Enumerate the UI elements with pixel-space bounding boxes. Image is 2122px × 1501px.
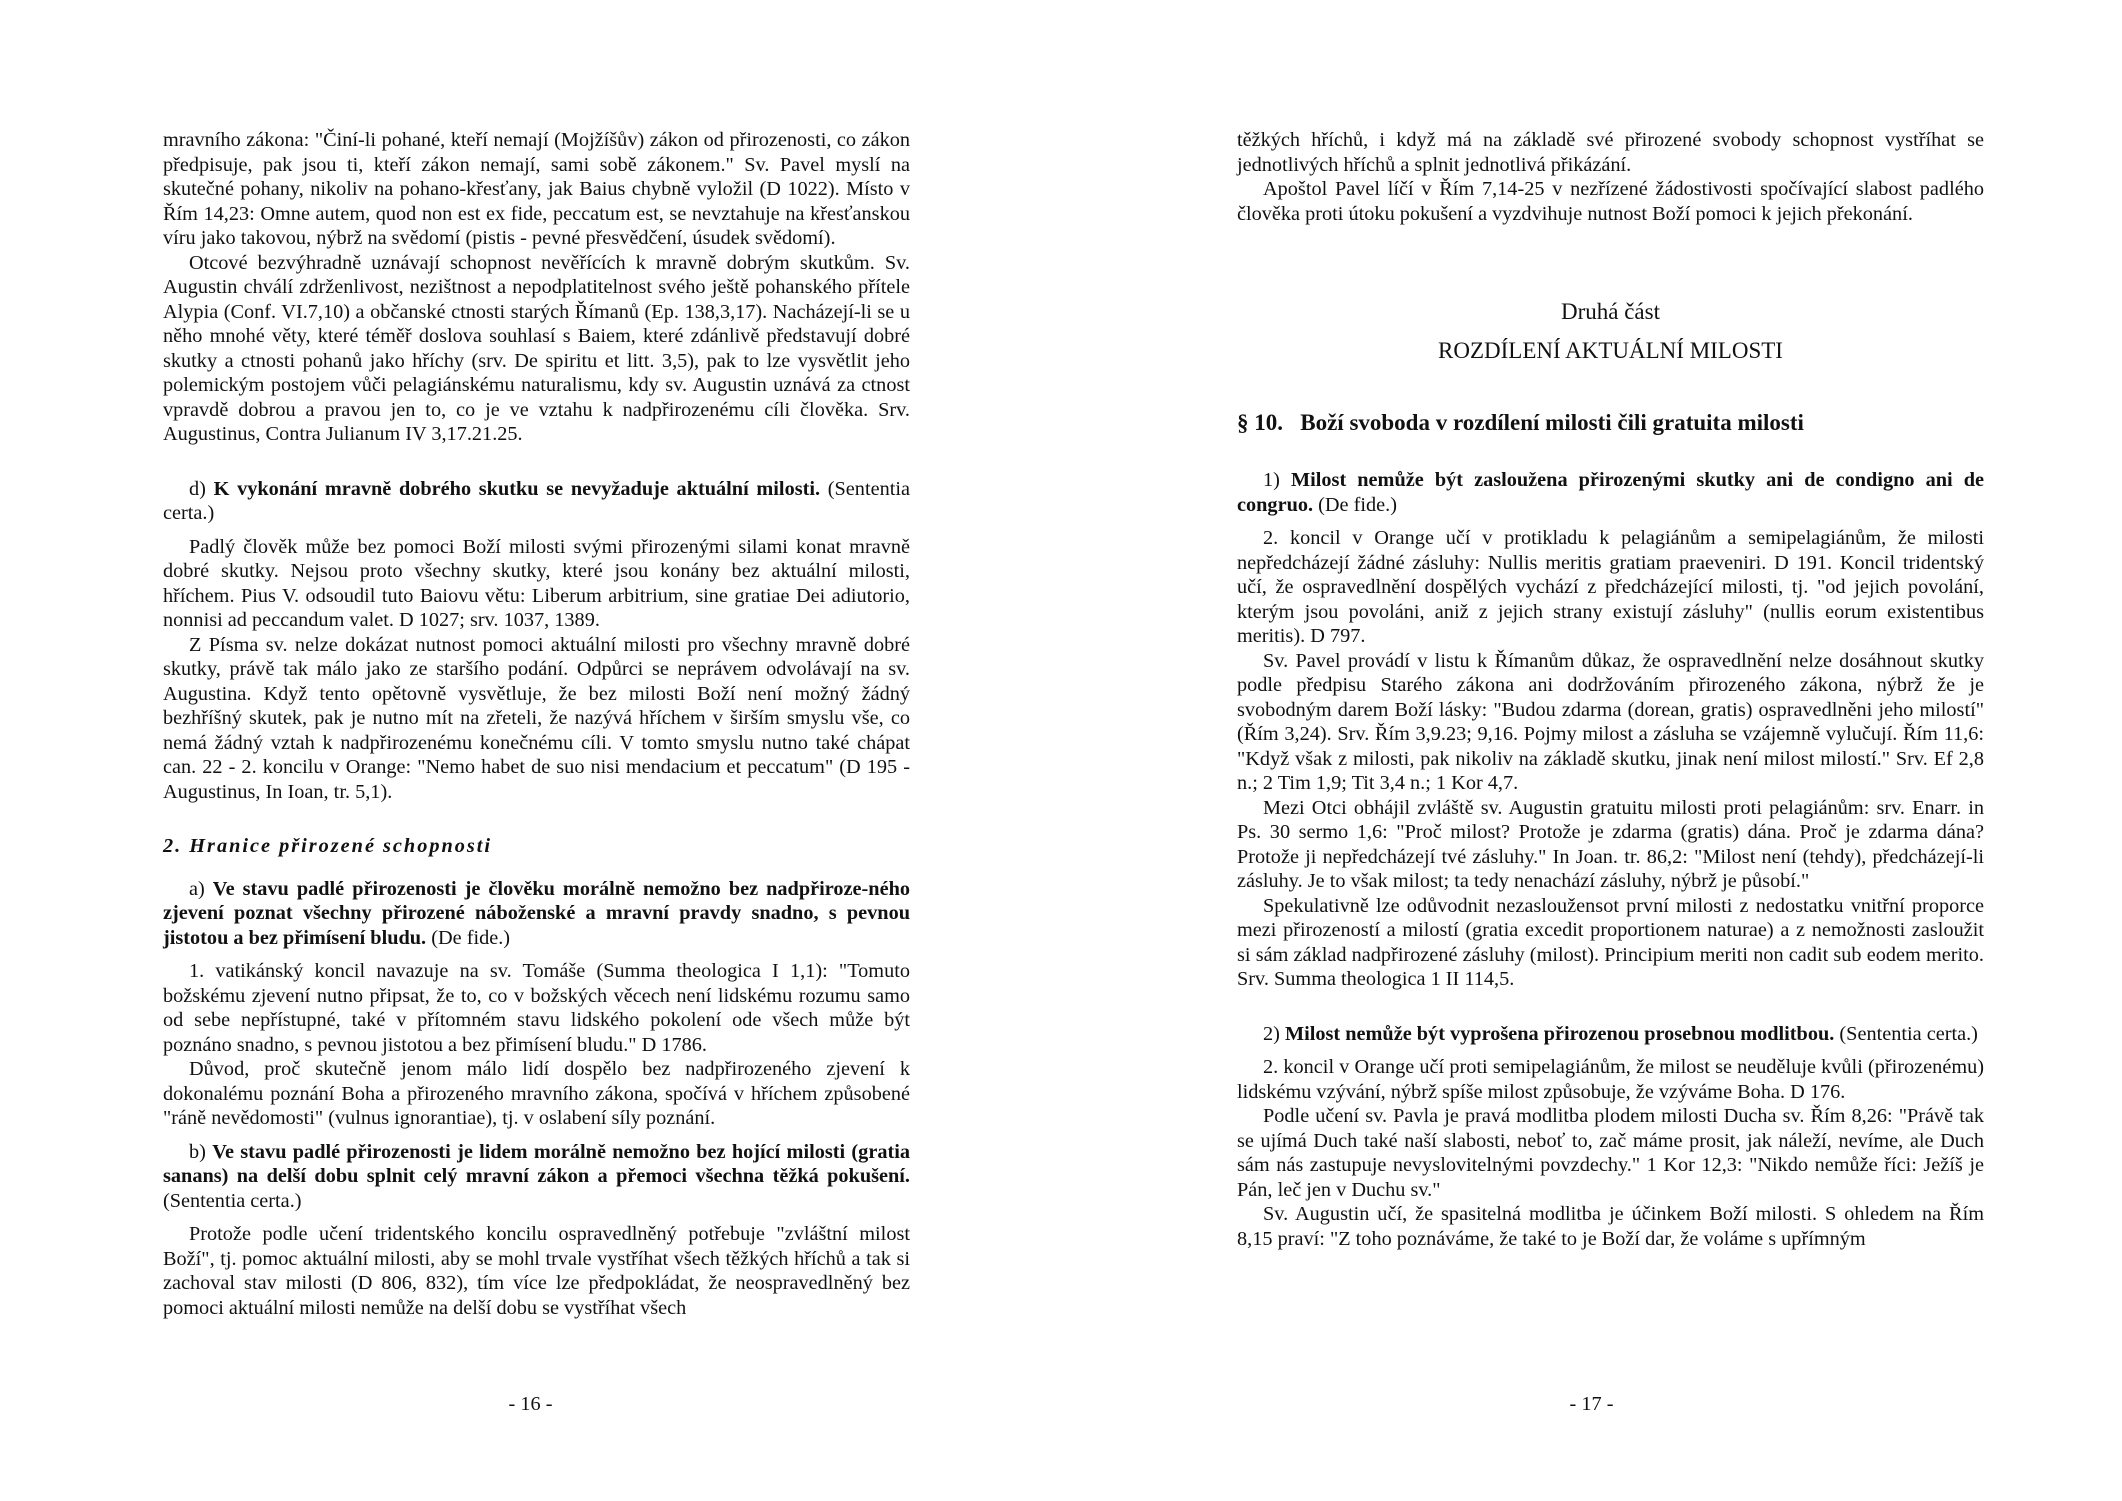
paragraph: Spekulativně lze odůvodnit nezasloužensot první milosti z nedostatku vnitřní proporce mezi přirozeností a milostí (gratia excedit proportionem naturae) a z nemožnosti zasloužit si sám základ nadpřirozené zásluhy (milost). Principium meriti non cadit sub eodem merito. Srv. Summa theologica 1 II 114,5. (1237, 894, 1984, 990)
paragraph: Sv. Pavel provádí v listu k Římanům důkaz, že ospravedlnění nelze dosáhnout skutky podle předpisu Starého zákona ani dodržováním přirozeného zákona, nýbrž že je svobodným darem Boží lásky: "Budou zdarma (dorean, gratis) ospravedlněni jeho milostí" (Řím 3,24). Srv. Řím 3,9.23; 9,16. Pojmy milost a zásluha se vzájemně vylučují. Řím 11,6: "Když však z milosti, pak nikoliv na základě skutku, jinak není milost milostí." Srv. Ef 2,8 n.; 2 Tim 1,9; Tit 3,4 n.; 1 Kor 4,7. (1237, 649, 1984, 794)
part-label: Druhá část (1561, 299, 1660, 324)
subsection-heading: 2. Hranice přirozené schopnosti (163, 835, 493, 857)
page-number: - 16 - (508, 1393, 553, 1415)
paragraph: Padlý člověk může bez pomoci Boží milosti svými přirozenými silami konat mravně dobré skutky. Nejsou proto všechny skutky, které jsou konány bez aktuální milosti, hříchem. Pius V. odsoudil tuto Baiovu větu: Liberum arbitrium, sine gratiae Dei adiutorio, nonnisi ad peccandum valet. D 1027; srv. 1037, 1389. (163, 535, 910, 631)
paragraph: Protože podle učení tridentského koncilu ospravedlněný potřebuje "zvláštní milost Boží", tj. pomoc aktuální milosti, aby se mohl trvale vystříhat všech těžkých hříchů a tak si zachoval stav milosti (D 806, 832), tím více lze předpokládat, že neospravedlněný bez pomoci aktuální milosti nemůže na delší dobu se vystříhat všech (163, 1223, 910, 1319)
paragraph: těžkých hříchů, i když má na základě své přirozené svobody schopnost vystříhat se jednotlivých hříchů a splnit jednotlivá přikázání. (1237, 129, 1984, 176)
paragraph: Sv. Augustin učí, že spasitelná modlitba je účinkem Boží milosti. S ohledem na Řím 8,15 praví: "Z toho poznáváme, že také to je Boží dar, že voláme s upřímným (1237, 1203, 1984, 1250)
section-number: § 10. (1237, 410, 1283, 435)
paragraph: Apoštol Pavel líčí v Řím 7,14-25 v nezřízené žádostivosti spočívající slabost padlého člověka proti útoku pokušení a vyzdvihuje nutnost Boží pomoci k jejich překonání. (1237, 178, 1984, 225)
thesis-label: 2) (1263, 1022, 1280, 1045)
thesis-note: (Sententia certa.) (163, 477, 910, 524)
page-number: - 17 - (1569, 1393, 1614, 1415)
thesis-label: a) (189, 877, 205, 900)
paragraph: Mezi Otci obhájil zvláště sv. Augustin gratuitu milosti proti pelagiánům: srv. Enarr. in Ps. 30 sermo 1,6: "Proč milost? Protože je zdarma (gratis) dána. Proč je zdarma dána? Protože ji nepředcházejí tvé zásluhy." In Joan. tr. 86,2: "Milost není (tehdy), předcházejí-li zásluhy. Je to však milost; ta tedy nenachází zásluhy, nýbrž je působí." (1237, 796, 1984, 892)
thesis-note: (Sententia certa.) (163, 1189, 302, 1212)
part-title: ROZDÍLENÍ AKTUÁLNÍ MILOSTI (1438, 338, 1783, 363)
left-text-column (163, 128, 910, 1320)
thesis-label: d) (189, 477, 206, 500)
page-right (1061, 0, 2122, 1501)
paragraph: 2. koncil v Orange učí proti semipelagiánům, že milost se neuděluje kvůli (přirozenému) lidskému vzývání, nýbrž spíše milost způsobuje, že vzýváme Boha. D 176. (1237, 1056, 1984, 1103)
thesis-statement: Milost nemůže být zasloužena přirozenými skutky ani de condigno ani de congruo. (1237, 469, 1985, 516)
thesis-statement: K vykonání mravně dobrého skutku se nevyžaduje aktuální milosti. (213, 477, 821, 500)
paragraph: Z Písma sv. nelze dokázat nutnost pomoci aktuální milosti pro všechny mravně dobré skutky, právě tak málo jako ze staršího podání. Odpůrci se neprávem odvolávají na sv. Augustina. Když tento opětovně vysvětluje, že bez milosti Boží není možný žádný bezhříšný skutek, pak je nutno mít na zřeteli, že nazývá hříchem v širším smyslu vše, co nemá žádný vztah k nadpřirozenému konečnému cíli. V tomto smyslu nutno také chápat can. 22 - 2. koncilu v Orange: "Nemo habet de suo nisi mendacium et peccatum" (D 195 - Augustinus, In Ioan, tr. 5,1). (163, 633, 910, 803)
paragraph: Otcové bezvýhradně uznávají schopnost nevěřících k mravně dobrým skutkům. Sv. Augustin chválí zdrženlivost, nezištnost a nepodplatitelnost svého ještě pohanského přítele Alypia (Conf. VI.7,10) a občanské ctnosti starých Římanů (Ep. 138,3,17). Nacházejí-li se u něho mnohé věty, které téměř doslova souhlasí s Baiem, které zdánlivě představují dobré skutky a ctnosti pohanů jako hříchy (srv. De spiritu et litt. 3,5), pak to lze vysvětlit jeho polemickým postojem vůči pelagiánskému naturalismu, kdy sv. Augustin uznává za ctnost vpravdě dobrou a pravou jen to, co je ve vztahu k nadpřirozenému cíli člověka. Srv. Augustinus, Contra Julianum IV 3,17.21.25. (163, 251, 910, 445)
paragraph: mravního zákona: "Činí-li pohané, kteří nemají (Mojžíšův) zákon od přirozenosti, co zákon předpisuje, pak jsou ti, kteří zákon nemají, sami sobě zákonem." Sv. Pavel myslí na skutečné pohany, nikoliv na pohano-křesťany, jak Baius chybně vyložil (D 1022). Místo v Řím 14,23: Omne autem, quod non est ex fide, peccatum est, se nevztahuje na křesťanskou víru jako takovou, nýbrž na svědomí (pistis - pevné přesvědčení, úsudek svědomí). (163, 129, 910, 249)
thesis-b (163, 1140, 910, 1214)
paragraph: Podle učení sv. Pavla je pravá modlitba plodem milosti Ducha sv. Řím 8,26: "Právě tak se ujímá Duch také naší slabosti, neboť to, zač máme prosit, jak náleží, nevíme, ale Duch sám nás zastupuje nevyslovitelnými povzdechy." 1 Kor 12,3: "Nikdo nemůže říci: Ježíš je Pán, leč jen v Duchu sv." (1237, 1105, 1984, 1201)
thesis-note: (De fide.) (431, 926, 511, 949)
thesis-note: (De fide.) (1318, 493, 1397, 516)
section-title: Boží svoboda v rozdílení milosti čili gratuita milosti (1300, 410, 1804, 435)
paragraph: 2. koncil v Orange učí v protikladu k pelagiánům a semipelagiánům, že milosti nepředcházejí žádné zásluhy: Nullis meritis gratiam praeveniri. D 191. Koncil tridentský učí, že ospravedlnění dospělých vychází z předcházející milosti, tj. "od jejich povolání, kterým jsou povoláni, aniž z jejich strany existují zásluhy" (nullis eorum existentibus meritis). D 797. (1237, 527, 1984, 647)
thesis-2 (1237, 1022, 1984, 1047)
thesis-note: (Sententia certa.) (1839, 1022, 1978, 1045)
thesis-label: b) (189, 1140, 206, 1163)
right-text-column (1237, 128, 1984, 1251)
thesis-statement: Ve stavu padlé přirozenosti je lidem morálně nemožno bez hojící milosti (gratia sanans) na delší dobu splnit celý mravní zákon a přemoci všechna těžká pokušení. (163, 1140, 910, 1187)
paragraph: 1. vatikánský koncil navazuje na sv. Tomáše (Summa theologica I 1,1): "Tomuto božskému zjevení nutno připsat, že to, co v božských věcech není lidskému rozumu samo od sebe nepřístupné, také v přítomném stavu lidského pokolení ode všech může být poznáno snadno, s pevnou jistotou a bez přimísení bludu." D 1786. (163, 960, 910, 1056)
thesis-a (163, 877, 910, 951)
thesis-statement: Milost nemůže být vyprošena přirozenou prosebnou modlitbou. (1284, 1022, 1835, 1045)
paragraph: Důvod, proč skutečně jenom málo lidí dospělo bez nadpřirozeného zjevení k dokonalému poznání Boha a přirozeného mravního zákona, spočívá v hříchem způsobené "ráně nevědomosti" (vulnus ignorantiae), tj. v oslabení síly poznání. (163, 1058, 910, 1129)
thesis-label: 1) (1263, 469, 1280, 491)
thesis-statement: Ve stavu padlé přirozenosti je člověku morálně nemožno bez nadpřiroze-ného zjevení poznat všechny přirozené náboženské a mravní pravdy snadno, s pevnou jistotou a bez přimísení bludu. (163, 877, 910, 949)
thesis-1 (1237, 468, 1984, 517)
section-heading (1237, 408, 1984, 438)
thesis-d (163, 477, 910, 526)
